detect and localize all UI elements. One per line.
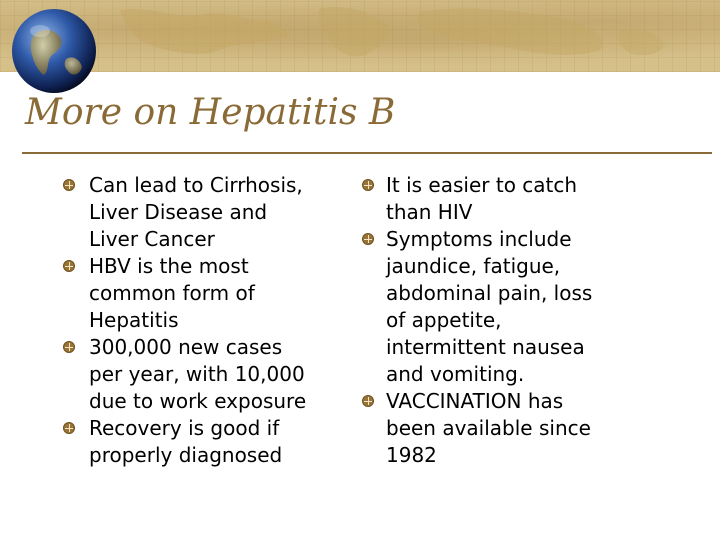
- bullet-text-line: Hepatitis: [89, 308, 179, 332]
- bullet-text-line: It is easier to catch: [386, 173, 578, 197]
- bullet-item: [63, 334, 355, 415]
- bullet-text-line: intermittent nausea: [386, 335, 585, 359]
- bullet-item: [63, 415, 355, 469]
- bullet-item: [362, 388, 672, 469]
- bullet-text-line: VACCINATION has: [386, 389, 564, 413]
- bullet-text-line: 1982: [386, 443, 437, 467]
- bullet-item: [63, 253, 355, 334]
- compass-bullet-icon: [63, 179, 75, 191]
- bullet-text-line: been available since: [386, 416, 591, 440]
- compass-bullet-icon: [362, 179, 374, 191]
- world-map-icon: [0, 0, 720, 72]
- world-map-banner: [0, 0, 720, 72]
- bullet-text-line: per year, with 10,000: [89, 362, 305, 386]
- bullet-text-line: Recovery is good if: [89, 416, 280, 440]
- bullet-item: [362, 172, 672, 226]
- compass-bullet-icon: [63, 422, 75, 434]
- compass-bullet-icon: [362, 233, 374, 245]
- bullet-text-line: 300,000 new cases: [89, 335, 283, 359]
- globe-icon: [8, 5, 100, 97]
- bullet-text-line: than HIV: [386, 200, 473, 224]
- bullet-item: [362, 226, 672, 388]
- left-bullet-list: [63, 172, 355, 469]
- right-bullet-list: [362, 172, 672, 469]
- compass-bullet-icon: [362, 395, 374, 407]
- bullet-text-line: Liver Cancer: [89, 227, 215, 251]
- bullet-item: [63, 172, 355, 253]
- bullet-text-line: Can lead to Cirrhosis,: [89, 173, 303, 197]
- bullet-text-line: abdominal pain, loss: [386, 281, 593, 305]
- compass-bullet-icon: [63, 260, 75, 272]
- bullet-text-line: properly diagnosed: [89, 443, 283, 467]
- bullet-text-line: of appetite,: [386, 308, 502, 332]
- bullet-text-line: due to work exposure: [89, 389, 307, 413]
- bullet-text-line: common form of: [89, 281, 255, 305]
- bullet-text-line: Symptoms include: [386, 227, 572, 251]
- bullet-text-line: Liver Disease and: [89, 200, 268, 224]
- compass-bullet-icon: [63, 341, 75, 353]
- bullet-text-line: HBV is the most: [89, 254, 249, 278]
- title-divider: [22, 152, 712, 154]
- bullet-text-line: and vomiting.: [386, 362, 525, 386]
- slide-title: More on Hepatitis B: [25, 92, 396, 133]
- bullet-text-line: jaundice, fatigue,: [386, 254, 561, 278]
